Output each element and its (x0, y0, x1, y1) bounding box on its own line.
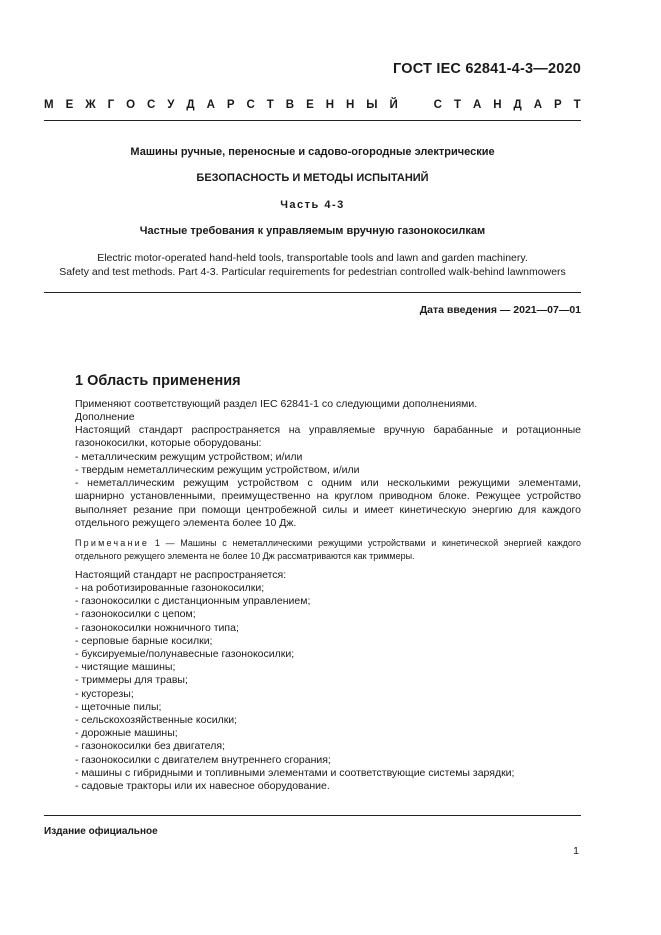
bullet-item: - металлическим режущим устройством; и/или (75, 451, 303, 463)
banner-letter: Р (553, 99, 562, 111)
banner-letter: Р (226, 99, 235, 111)
banner-letter: Ы (366, 99, 378, 111)
exclusion-item: - на роботизированные газонокосилки; (75, 582, 265, 594)
banner-letter: Г (107, 99, 115, 111)
banner-letter: Е (65, 99, 74, 111)
banner-letter: А (533, 99, 542, 111)
document-code: ГОСТ IEC 62841-4-3—2020 (393, 61, 581, 77)
section-heading: 1 Область применения (75, 373, 241, 389)
banner-letter: Т (573, 99, 581, 111)
page-number: 1 (573, 845, 579, 857)
banner-letter: Д (513, 99, 522, 111)
paragraph-1: Применяют соответствующий раздел IEC 62841-1 со следующими дополнениями. (75, 398, 478, 410)
banner-letter: Н (325, 99, 335, 111)
exclusion-item: - щеточные пилы; (75, 700, 162, 713)
english-title-line-2: Safety and test methods. Part 4-3. Particular requirements for pedestrian controlled walk-behind lawnmowers (59, 266, 566, 278)
title-rule (44, 292, 581, 293)
banner-letter: А (206, 99, 215, 111)
banner-letter: Н (345, 99, 355, 111)
english-title-line-1: Electric motor-operated hand-held tools, transportable tools and lawn and garden machinery. (97, 252, 528, 264)
banner-letter: У (167, 99, 175, 111)
title-part: Часть 4-3 (280, 199, 345, 211)
note-label: Примечание (75, 538, 150, 548)
banner-letter: Т (453, 99, 461, 111)
header-rule (44, 120, 581, 121)
banner-letter: С (433, 99, 442, 111)
banner-letter: С (246, 99, 255, 111)
footer-rule (44, 815, 581, 816)
exclusion-item: - чистящие машины; (75, 661, 176, 674)
exclusion-item: - газонокосилки без двигателя; (75, 740, 226, 753)
introduction-date: Дата введения — 2021—07—01 (419, 304, 581, 316)
exclusion-item: - газонокосилки с дистанционным управлением; (75, 595, 311, 608)
banner-letter: А (472, 99, 482, 111)
exclusion-item: - триммеры для травы; (75, 674, 188, 687)
banner-letter: О (126, 99, 136, 111)
exclusion-item: - дорожные машины; (75, 727, 178, 740)
exclusion-item: - машины с гибридными и топливными элементами и соответствующие системы зарядки; (75, 766, 515, 779)
banner-letter: Д (186, 99, 195, 111)
exclusion-item: - серповые барные косилки; (75, 634, 213, 647)
paragraph-scope: Настоящий стандарт распространяется на управляемые вручную барабанные и ротационные газонокосилки, которые оборудованы: (75, 424, 581, 450)
banner-letter: Е (306, 99, 314, 111)
banner-letter: Ж (85, 99, 96, 111)
note-text: 1 — Машины с неметаллическими режущими устройствами и кинетической энергией каждого отдельного режущего элемента не более 10 Дж рассматриваются как триммеры. (75, 538, 581, 561)
banner-letter: Й (389, 99, 398, 111)
interstate-standard-banner (44, 99, 581, 111)
banner-letter: Т (266, 99, 274, 111)
exclusion-item: - газонокосилки с цепом; (75, 608, 196, 621)
banner-letter: Н (493, 99, 502, 111)
exclusion-item: - газонокосилки с двигателем внутреннего сгорания; (75, 753, 331, 766)
paragraph-exclusions: Настоящий стандарт не распространяется: (75, 569, 287, 581)
exclusion-item: - буксируемые/полунавесные газонокосилки; (75, 648, 295, 660)
title-line-2: БЕЗОПАСНОСТЬ И МЕТОДЫ ИСПЫТАНИЙ (196, 172, 429, 184)
title-line-4: Частные требования к управляемым вручную газонокосилкам (139, 225, 486, 237)
banner-letter: М (44, 99, 54, 111)
exclusion-item: - кусторезы; (75, 687, 134, 700)
banner-letter: В (285, 99, 295, 111)
banner-letter: С (147, 99, 156, 111)
exclusion-item: - газонокосилки ножничного типа; (75, 621, 239, 634)
paragraph-addition: Дополнение (75, 411, 135, 423)
exclusion-item: - сельскохозяйственные косилки; (75, 714, 238, 726)
edition-label: Издание официальное (44, 826, 158, 837)
paragraph-nonmetal: - неметаллическим режущим устройством с одним или несколькими режущими элементами, шарнирно установленными, преимущественно на круглом приводном блоке. Режущее устройство выполняет резание при помощи центробежной силы и имеет кинетическую энергию для каждого отдельного режущего элемента более 10 Дж. (75, 477, 581, 530)
note (75, 537, 581, 562)
title-line-1: Машины ручные, переносные и садово-огородные электрические (130, 146, 495, 158)
exclusion-item: - садовые тракторы или их навесное оборудование. (75, 780, 330, 792)
bullet-item: - твердым неметаллическим режущим устройством, и/или (75, 464, 360, 476)
